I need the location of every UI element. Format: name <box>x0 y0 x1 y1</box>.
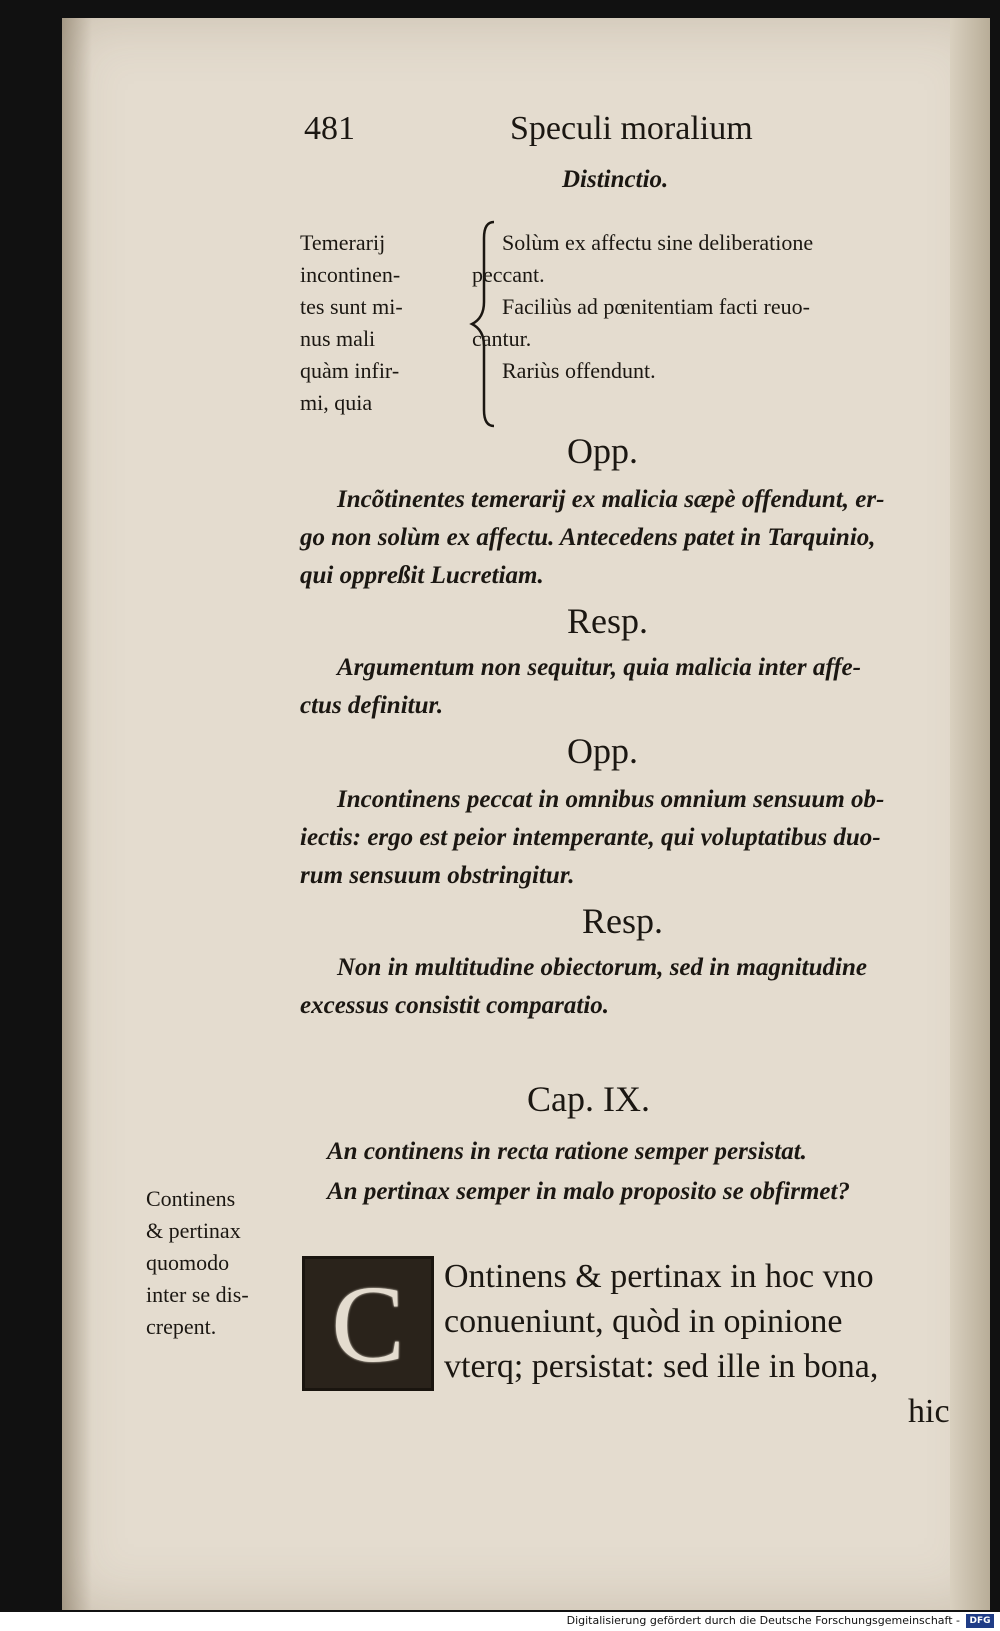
body-line: Argumentum non sequitur, quia malicia inter affe- <box>337 654 861 681</box>
footer-credit: Digitalisierung gefördert durch die Deutsche Forschungsgemeinschaft - <box>566 1614 960 1627</box>
page-number: 481 <box>304 110 355 147</box>
block-heading: Opp. <box>567 731 638 771</box>
body-line: rum sensuum obstringitur. <box>300 862 575 889</box>
distinctio-right-line: cantur. <box>472 326 532 351</box>
block-heading: Opp. <box>567 431 638 471</box>
running-head: Speculi moralium <box>510 110 753 147</box>
dfg-logo: DFG <box>966 1614 994 1628</box>
distinctio-right-line: Solùm ex affectu sine deliberatione <box>502 230 814 255</box>
block-heading: Resp. <box>567 601 648 641</box>
initial-letter: C <box>331 1262 405 1385</box>
distinctio-left-line: tes sunt mi- <box>300 294 403 319</box>
margin-note-line: quomodo <box>146 1250 230 1275</box>
page-edge <box>950 18 990 1610</box>
book-page <box>62 18 990 1610</box>
body-line: qui oppreßit Lucretiam. <box>300 562 544 589</box>
margin-note-line: Continens <box>146 1186 236 1211</box>
spine-shadow <box>62 18 92 1610</box>
distinctio-left-line: nus mali <box>300 326 376 351</box>
chapter-question: An pertinax semper in malo proposito se obfirmet? <box>327 1178 850 1205</box>
decorated-initial <box>302 1256 434 1391</box>
body-line: iectis: ergo est peior intemperante, qui voluptatibus duo- <box>300 824 881 851</box>
body-line: go non solùm ex affectu. Antecedens patet in Tarquinio, <box>300 524 876 551</box>
distinctio-left-line: Temerarij <box>300 230 386 255</box>
body-line: Non in multitudine obiectorum, sed in magnitudine <box>337 954 867 981</box>
distinctio-left-line: incontinen- <box>300 262 401 287</box>
body-line: excessus consistit comparatio. <box>300 992 610 1019</box>
chapter-text-line: vterq; persistat: sed ille in bona, <box>444 1348 879 1385</box>
body-line: Incõtinentes temerarij ex malicia sæpè offendunt, er- <box>337 486 885 513</box>
block-heading: Resp. <box>582 901 663 941</box>
distinctio-left-line: quàm infir- <box>300 358 400 383</box>
distinctio-right-line: peccant. <box>472 262 545 287</box>
margin-note-line: & pertinax <box>146 1218 241 1243</box>
brace-icon <box>466 218 500 430</box>
chapter-title: Cap. IX. <box>527 1079 650 1119</box>
body-line: Incontinens peccat in omnibus omnium sensuum ob- <box>337 786 885 813</box>
distinctio-left-line: mi, quia <box>300 390 373 415</box>
margin-note-line: crepent. <box>146 1314 217 1339</box>
section-label: Distinctio. <box>562 166 669 193</box>
catchword: hic <box>908 1393 950 1430</box>
body-line: ctus definitur. <box>300 692 444 719</box>
distinctio-right-line: Faciliùs ad pœnitentiam facti reuo- <box>502 294 810 319</box>
chapter-text-line: conueniunt, quòd in opinione <box>444 1303 843 1340</box>
margin-note-line: inter se dis- <box>146 1282 249 1307</box>
chapter-question: An continens in recta ratione semper persistat. <box>327 1138 807 1165</box>
distinctio-right-line: Rariùs offendunt. <box>502 358 656 383</box>
chapter-text-line: Ontinens & pertinax in hoc vno <box>444 1258 874 1295</box>
